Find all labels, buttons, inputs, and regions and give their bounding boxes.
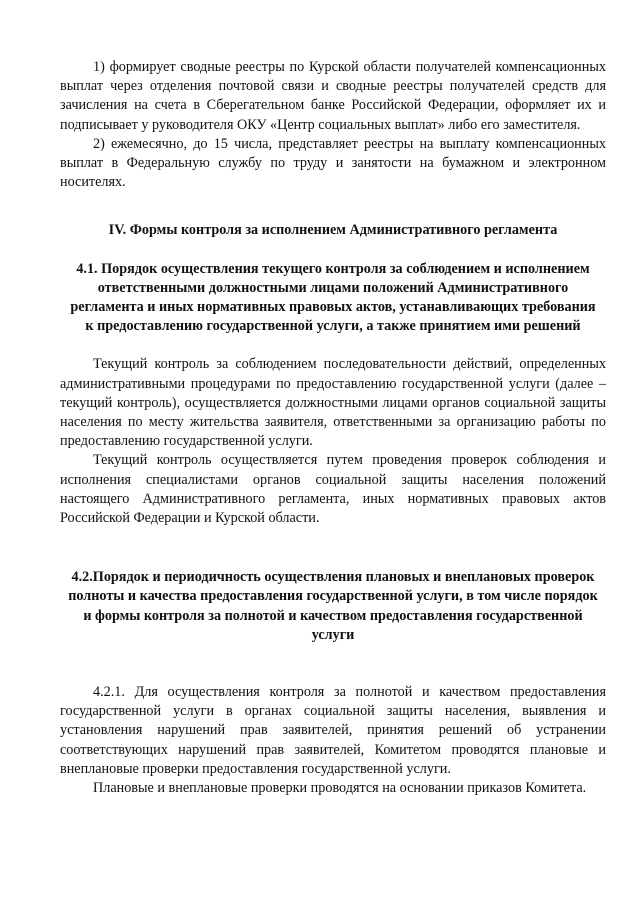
subsection-4-2-paragraph-2: Плановые и внеплановые проверки проводятся на основании приказов Комитета.	[93, 780, 587, 797]
section-title: IV. Формы контроля за исполнением Административного регламента	[108, 222, 558, 239]
paragraph-item-1: 1) формирует сводные реестры по Курской области получателей компенсационных выплат через отделения почтовой связи и сводные реестры получателей средств для зачисления на счета в Сберегательном банке Российской Федерации, оформляет их и подписывает у руководителя ОКУ «Центр социальных выплат» либо его заместителя.	[60, 59, 606, 133]
subsection-4-2-title: 4.2.Порядок и периодичность осуществления плановых и внеплановых проверок полноты и качества предоставления государственной услуги, в том числе порядок и формы контроля за полнотой и качеством предоставления государственной услуги	[68, 569, 598, 643]
subsection-4-1-paragraph-2: Текущий контроль осуществляется путем проведения проверок соблюдения и исполнения специалистами органов социальной защиты населения положений настоящего Административного регламента, иных нормативных правовых актов Российской Федерации и Курской области.	[60, 452, 606, 527]
subsection-4-1-paragraph-1: Текущий контроль за соблюдением последовательности действий, определенных административными процедурами по предоставлению государственной услуги (далее – текущий контроль), осуществляется должностными лицами органов социальной защиты населения по месту жительства заявителя, ответственными за организацию работы по предоставлению государственной услуги.	[60, 356, 606, 450]
subsection-4-2-paragraph-1: 4.2.1. Для осуществления контроля за полнотой и качеством предоставления государственной услуги в органах социальной защиты населения, выявления и установления нарушений прав заявителей, принятия решений об устранении соответствующих нарушений прав заявителей, Комитетом проводятся плановые и внеплановые проверки предоставления государственной услуги.	[60, 684, 606, 777]
subsection-4-1-title: 4.1. Порядок осуществления текущего контроля за соблюдением и исполнением ответственными должностными лицами положений Административного регламента и иных нормативных правовых актов, устанавливающих требования к предоставлению государственной услуги, а также принятием ими решений	[70, 260, 596, 335]
paragraph-item-2: 2) ежемесячно, до 15 числа, представляет реестры на выплату компенсационных выплат в Федеральную службу по труду и занятости на бумажном и электронном носителях.	[60, 135, 606, 191]
